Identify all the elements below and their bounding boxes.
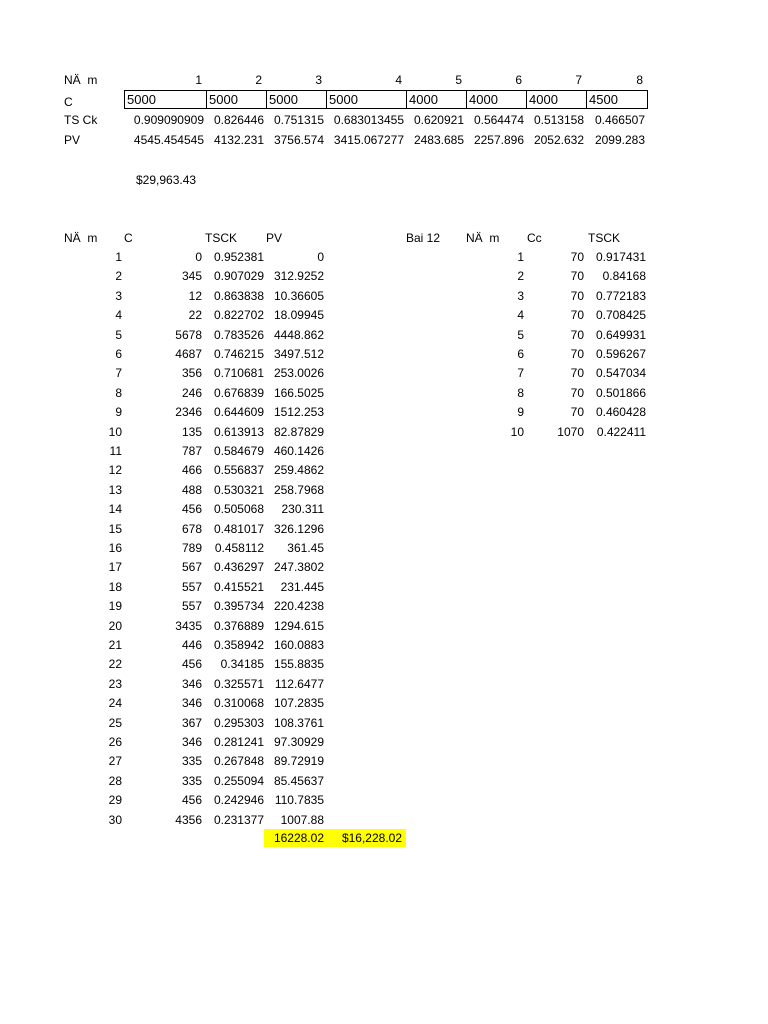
- left-row-tsck: 0.710681: [213, 366, 264, 381]
- c-value-cell-2: 5000: [206, 90, 267, 109]
- left-row-tsck: 0.231377: [213, 812, 264, 827]
- pv-value-7: 2052.632: [533, 133, 584, 147]
- left-row-tsck: 0.481017: [213, 521, 264, 536]
- left-row-c: 789: [181, 541, 202, 555]
- top-c-label: C: [64, 95, 73, 109]
- left-header-c: C: [124, 231, 133, 245]
- left-row-pv: 230.311: [281, 502, 324, 517]
- right-row-cc: 70: [570, 288, 584, 303]
- right-header-cc: Cc: [527, 231, 542, 245]
- right-row-tsck: 0.460428: [595, 405, 646, 420]
- left-row-tsck: 0.325571: [213, 676, 264, 691]
- left-row-pv: 1294.615: [273, 618, 324, 633]
- right-row-year: 5: [517, 327, 524, 342]
- left-row-c: 466: [181, 463, 202, 478]
- left-row-year: 18: [108, 579, 122, 594]
- left-row-pv: 3497.512: [273, 347, 324, 361]
- left-row-pv: 326.1296: [273, 521, 324, 536]
- left-row-tsck: 0.295303: [213, 715, 264, 730]
- right-row-year: 1: [517, 250, 524, 264]
- left-row-tsck: 0.556837: [213, 463, 264, 478]
- left-row-year: 24: [108, 696, 122, 711]
- left-row-year: 27: [108, 754, 122, 769]
- right-header-year: NÄ m: [466, 231, 500, 245]
- ts-value-6: 0.564474: [473, 113, 524, 127]
- left-row-tsck: 0.783526: [213, 327, 264, 342]
- left-row-pv: 361.45: [287, 541, 324, 555]
- left-row-c: 557: [181, 579, 202, 594]
- left-row-c: 346: [181, 696, 202, 711]
- right-row-tsck: 0.422411: [596, 424, 646, 439]
- year-header-5: 5: [455, 73, 462, 87]
- pv-sum: 16228.02: [273, 831, 324, 845]
- top-ts-label: TS Ck: [64, 113, 98, 127]
- left-row-tsck: 0.358942: [213, 638, 264, 652]
- left-row-pv: 107.2835: [273, 696, 324, 711]
- top-total: $29,963.43: [136, 173, 197, 187]
- left-row-year: 29: [108, 793, 122, 808]
- left-row-c: 345: [181, 269, 202, 284]
- pv-value-1: 4545.454545: [133, 133, 204, 147]
- left-row-pv: 18.09945: [273, 308, 324, 323]
- right-row-cc: 70: [570, 269, 584, 284]
- left-row-year: 7: [115, 366, 122, 381]
- left-row-year: 19: [108, 599, 122, 614]
- year-header-6: 6: [515, 73, 522, 87]
- ts-value-2: 0.826446: [213, 113, 264, 127]
- left-row-year: 12: [108, 463, 122, 478]
- right-row-tsck: 0.84168: [602, 269, 646, 284]
- left-row-tsck: 0.863838: [213, 288, 264, 303]
- left-header-pv: PV: [266, 231, 283, 245]
- left-row-tsck: 0.644609: [213, 405, 264, 420]
- year-header-1: 1: [195, 73, 202, 87]
- left-row-tsck: 0.255094: [213, 773, 264, 788]
- left-row-pv: 1007.88: [280, 812, 324, 827]
- ts-value-3: 0.751315: [273, 113, 324, 127]
- right-row-year: 9: [517, 405, 524, 420]
- ts-value-4: 0.683013455: [333, 113, 404, 127]
- year-header-4: 4: [395, 73, 402, 87]
- left-row-tsck: 0.907029: [213, 269, 264, 284]
- left-row-year: 26: [108, 735, 122, 749]
- left-row-pv: 0: [317, 250, 324, 264]
- left-row-year: 25: [108, 715, 122, 730]
- left-row-pv: 247.3802: [273, 560, 324, 575]
- left-row-c: 12: [188, 288, 202, 303]
- right-row-year: 7: [517, 366, 524, 381]
- left-row-year: 14: [108, 502, 122, 517]
- left-row-tsck: 0.613913: [213, 424, 264, 439]
- left-row-year: 23: [108, 676, 122, 691]
- left-row-tsck: 0.505068: [213, 502, 264, 517]
- left-row-c: 557: [181, 599, 202, 614]
- left-row-year: 3: [115, 288, 122, 303]
- left-row-year: 5: [115, 327, 122, 342]
- ts-value-7: 0.513158: [533, 113, 584, 127]
- left-row-tsck: 0.34185: [220, 657, 264, 672]
- left-row-pv: 89.72919: [273, 754, 324, 769]
- right-row-year: 6: [517, 347, 524, 361]
- right-row-tsck: 0.547034: [595, 366, 646, 381]
- left-row-pv: 4448.862: [273, 327, 324, 342]
- left-row-year: 21: [108, 638, 122, 652]
- left-row-c: 335: [181, 773, 202, 788]
- left-row-pv: 112.6477: [274, 676, 324, 691]
- right-row-cc: 1070: [557, 424, 584, 439]
- left-row-c: 456: [181, 502, 202, 517]
- left-row-pv: 97.30929: [273, 735, 324, 749]
- right-row-tsck: 0.649931: [595, 327, 646, 342]
- left-row-year: 10: [108, 424, 122, 439]
- left-row-pv: 312.9252: [273, 269, 324, 284]
- left-row-tsck: 0.267848: [213, 754, 264, 769]
- c-value-cell-3: 5000: [266, 90, 327, 109]
- top-year-label: NÄ m: [64, 73, 98, 87]
- year-header-7: 7: [575, 73, 582, 87]
- left-row-c: 346: [181, 676, 202, 691]
- ts-value-8: 0.466507: [594, 113, 645, 127]
- left-row-year: 17: [108, 560, 122, 575]
- left-row-tsck: 0.584679: [213, 444, 264, 458]
- pv-value-2: 4132.231: [213, 133, 264, 147]
- left-row-pv: 166.5025: [273, 385, 324, 400]
- left-row-year: 20: [108, 618, 122, 633]
- right-row-year: 8: [517, 385, 524, 400]
- left-row-c: 678: [181, 521, 202, 536]
- left-row-pv: 220.4238: [273, 599, 324, 614]
- top-pv-label: PV: [64, 133, 81, 147]
- year-header-8: 8: [636, 73, 643, 87]
- left-row-year: 9: [115, 405, 122, 420]
- left-row-c: 22: [188, 308, 202, 323]
- ts-value-5: 0.620921: [413, 113, 464, 127]
- left-row-c: 346: [181, 735, 202, 749]
- c-value-cell-6: 4000: [466, 90, 527, 109]
- left-row-c: 446: [181, 638, 202, 652]
- pv-value-6: 2257.896: [473, 133, 524, 147]
- left-row-year: 1: [115, 250, 122, 264]
- left-row-pv: 231.445: [280, 579, 324, 594]
- left-row-c: 335: [181, 754, 202, 769]
- pv-value-3: 3756.574: [273, 133, 324, 147]
- left-row-pv: 10.36605: [273, 288, 324, 303]
- left-row-pv: 1512.253: [273, 405, 324, 420]
- left-row-tsck: 0.242946: [213, 793, 264, 808]
- left-row-tsck: 0.676839: [213, 385, 264, 400]
- left-row-tsck: 0.395734: [213, 599, 264, 614]
- left-row-year: 8: [115, 385, 122, 400]
- left-row-c: 3435: [175, 618, 202, 633]
- left-row-c: 4356: [175, 812, 202, 827]
- right-row-cc: 70: [570, 250, 584, 264]
- right-row-tsck: 0.501866: [595, 385, 646, 400]
- left-row-c: 2346: [175, 405, 202, 420]
- left-row-c: 5678: [175, 327, 202, 342]
- pv-value-5: 2483.685: [413, 133, 464, 147]
- left-row-pv: 460.1426: [273, 444, 324, 458]
- left-row-tsck: 0.746215: [213, 347, 264, 361]
- c-value-cell-5: 4000: [406, 90, 467, 109]
- pv-value-8: 2099.283: [594, 133, 645, 147]
- left-row-year: 2: [115, 269, 122, 284]
- year-header-3: 3: [315, 73, 322, 87]
- left-row-year: 13: [108, 482, 122, 497]
- left-row-year: 6: [115, 347, 122, 361]
- year-header-2: 2: [255, 73, 262, 87]
- left-row-pv: 258.7968: [273, 482, 324, 497]
- pv-value-4: 3415.067277: [333, 133, 404, 147]
- left-row-tsck: 0.822702: [213, 308, 264, 323]
- left-row-c: 787: [181, 444, 202, 458]
- left-row-c: 0: [195, 250, 202, 264]
- left-row-pv: 253.0026: [273, 366, 324, 381]
- left-row-tsck: 0.376889: [213, 618, 264, 633]
- left-row-year: 30: [108, 812, 122, 827]
- right-row-cc: 70: [570, 366, 584, 381]
- left-row-c: 4687: [175, 347, 202, 361]
- left-row-tsck: 0.281241: [213, 735, 264, 749]
- left-row-tsck: 0.458112: [214, 541, 264, 555]
- left-row-year: 28: [108, 773, 122, 788]
- left-row-pv: 110.7835: [274, 793, 324, 808]
- right-row-tsck: 0.917431: [595, 250, 646, 264]
- left-row-c: 356: [181, 366, 202, 381]
- right-row-cc: 70: [570, 385, 584, 400]
- left-row-year: 4: [115, 308, 122, 323]
- right-header-tsck: TSCK: [588, 231, 621, 245]
- right-row-tsck: 0.708425: [595, 308, 646, 323]
- left-row-pv: 85.45637: [273, 773, 324, 788]
- left-row-year: 11: [109, 444, 122, 458]
- right-row-tsck: 0.596267: [595, 347, 646, 361]
- right-row-cc: 70: [570, 308, 584, 323]
- pv-sum-currency: $16,228.02: [341, 831, 402, 845]
- left-row-year: 22: [108, 657, 122, 672]
- right-row-year: 4: [517, 308, 524, 323]
- ts-value-1: 0.909090909: [133, 113, 204, 127]
- right-row-year: 2: [517, 269, 524, 284]
- right-row-cc: 70: [570, 347, 584, 361]
- left-row-pv: 259.4862: [273, 463, 324, 478]
- right-row-year: 10: [510, 424, 524, 439]
- left-row-tsck: 0.310068: [213, 696, 264, 711]
- c-value-cell-8: 4500: [586, 90, 648, 109]
- left-row-c: 246: [181, 385, 202, 400]
- left-row-c: 567: [181, 560, 202, 575]
- right-row-year: 3: [517, 288, 524, 303]
- c-value-cell-1: 5000: [124, 90, 207, 109]
- left-row-c: 367: [181, 715, 202, 730]
- left-row-pv: 108.3761: [273, 715, 324, 730]
- left-row-c: 456: [181, 793, 202, 808]
- left-row-tsck: 0.436297: [213, 560, 264, 575]
- left-row-pv: 82.87829: [273, 424, 324, 439]
- left-header-year: NÄ m: [64, 231, 98, 245]
- left-row-tsck: 0.530321: [213, 482, 264, 497]
- left-header-tsck: TSCK: [205, 231, 238, 245]
- left-row-year: 16: [108, 541, 122, 555]
- left-row-pv: 155.8835: [273, 657, 324, 672]
- left-row-c: 135: [181, 424, 202, 439]
- c-value-cell-7: 4000: [526, 90, 587, 109]
- c-value-cell-4: 5000: [326, 90, 407, 109]
- right-row-cc: 70: [570, 405, 584, 420]
- left-row-tsck: 0.952381: [213, 250, 264, 264]
- left-row-tsck: 0.415521: [213, 579, 264, 594]
- left-row-c: 488: [181, 482, 202, 497]
- left-row-pv: 160.0883: [273, 638, 324, 652]
- left-row-year: 15: [108, 521, 122, 536]
- right-row-tsck: 0.772183: [595, 288, 646, 303]
- left-row-c: 456: [181, 657, 202, 672]
- right-row-cc: 70: [570, 327, 584, 342]
- right-title: Bai 12: [406, 231, 441, 245]
